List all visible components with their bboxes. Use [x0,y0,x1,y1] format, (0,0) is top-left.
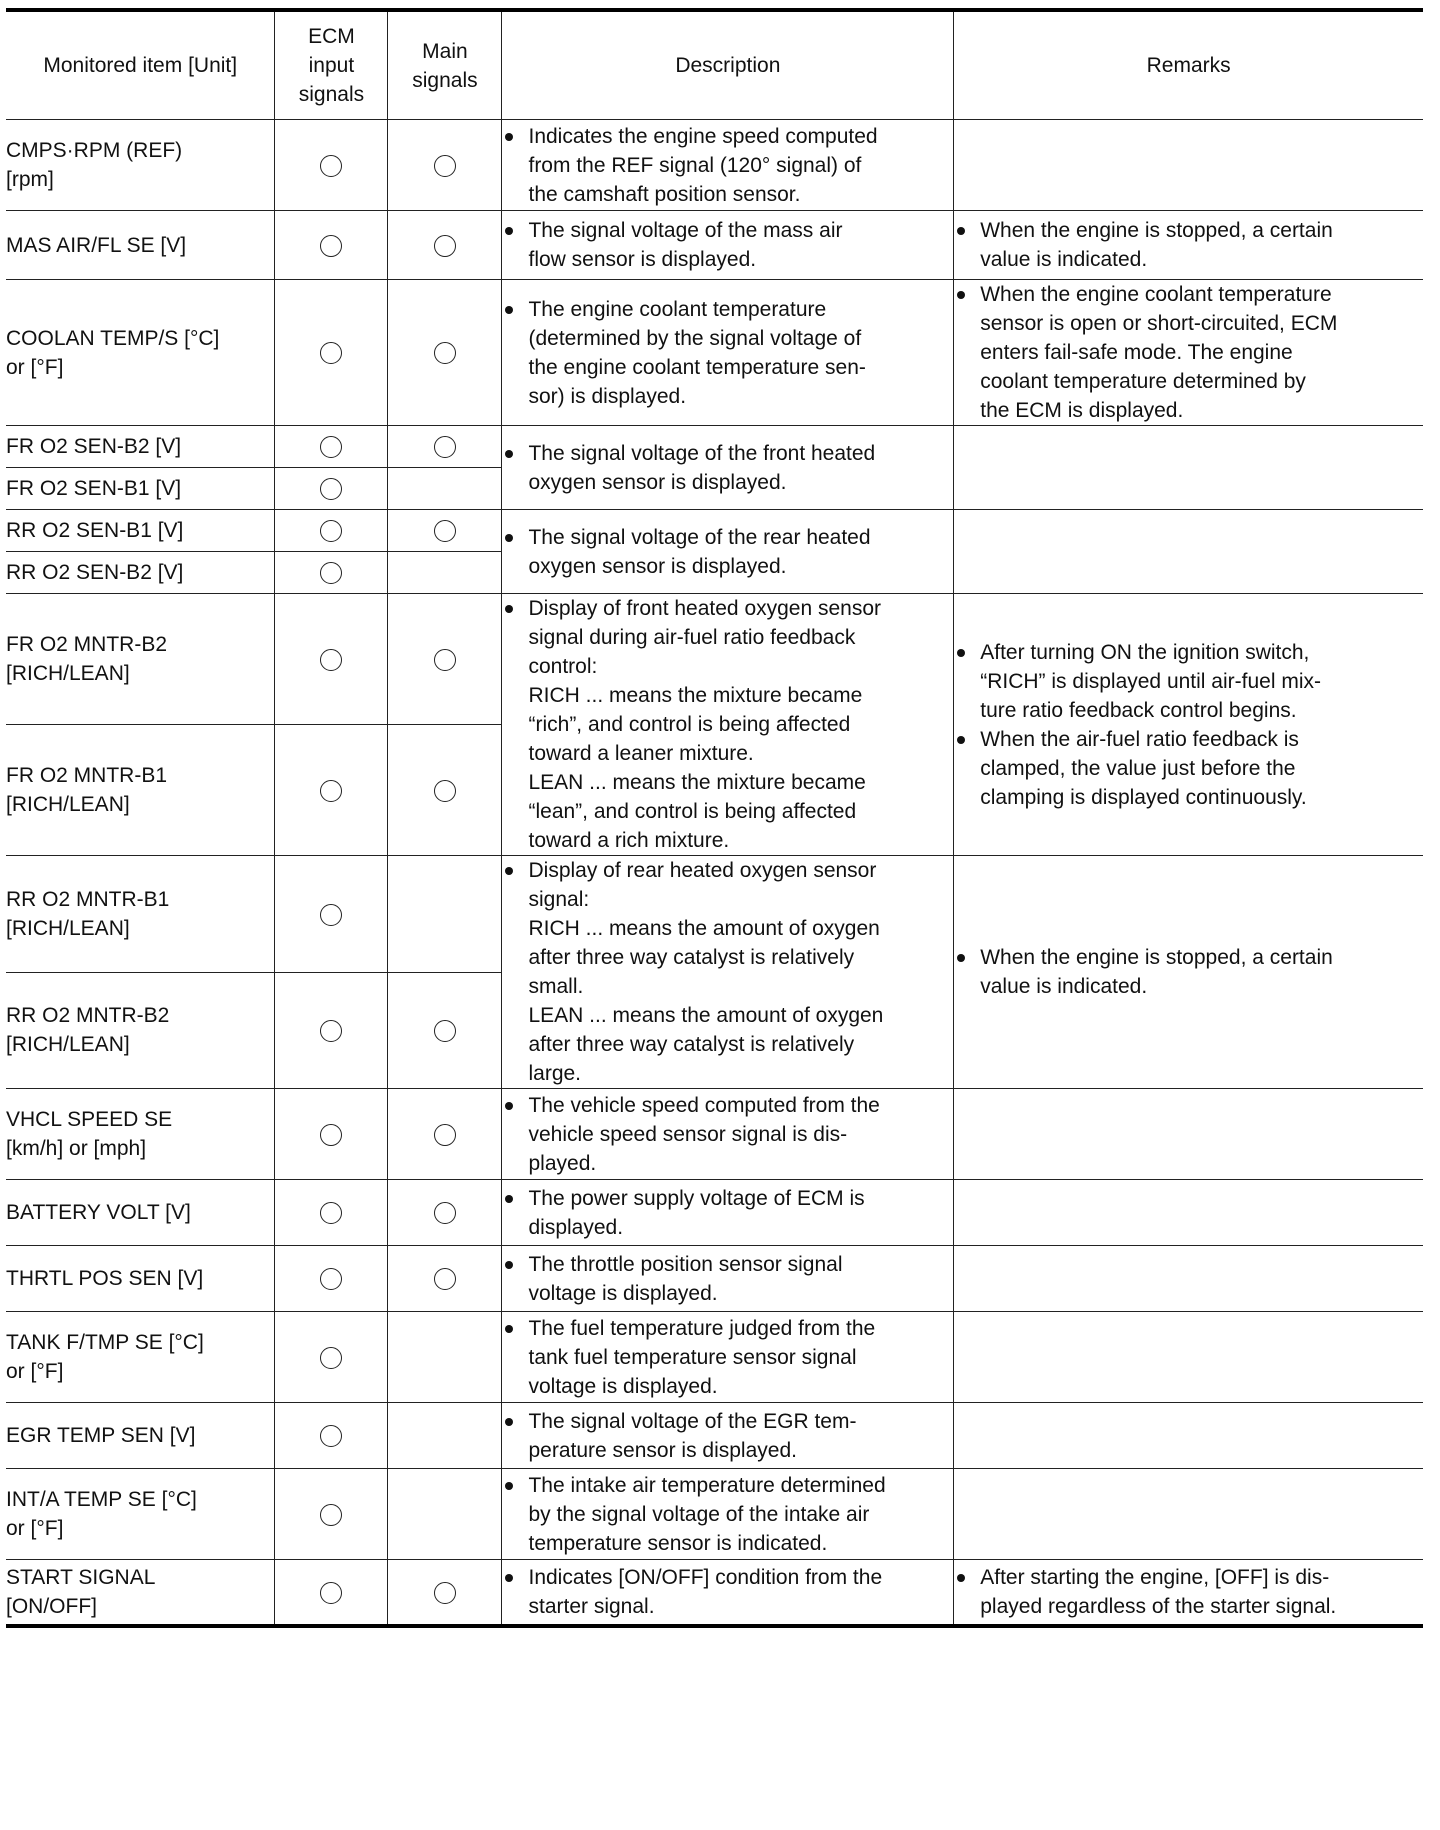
remarks-cell-line: After starting the engine, [OFF] is dis- [980,1565,1330,1589]
table-row [6,1089,1423,1180]
circle-mark-icon [320,436,342,458]
main-signal-cell [388,280,502,426]
description-cell-line: The engine coolant temperature [528,297,827,321]
main-signal-cell [388,552,502,594]
description-cell-bullet [502,439,953,497]
main-signal-cell [388,856,502,973]
monitored-item-line: COOLAN TEMP/S [°C] [6,326,220,350]
circle-mark-icon [434,235,456,257]
monitored-item-line: [km/h] or [mph] [6,1137,147,1160]
description-cell [502,1560,954,1626]
description-cell-line: small. [528,975,584,998]
monitored-item-line: INT/A TEMP SE [°C] [6,1488,197,1511]
main-signal-cell [388,1180,502,1246]
remarks-cell-line: played regardless of the starter signal. [980,1594,1337,1618]
header-ecm-input-signals [275,10,388,120]
main-signal-cell [388,1312,502,1403]
remarks-cell [954,510,1423,594]
description-cell-line: LEAN ... means the amount of oxygen [528,1004,884,1027]
circle-mark-icon [320,342,342,364]
description-cell-line: flow sensor is displayed. [528,248,757,271]
description-cell-line: “lean”, and control is being affected [528,800,857,823]
remarks-cell [954,1560,1423,1626]
remarks-cell-bullet [954,280,1423,425]
remarks-cell-line: sensor is open or short-circuited, ECM [980,312,1338,335]
ecm-input-cell [275,552,388,594]
description-cell-line: “rich”, and control is being affected [528,713,851,736]
description-cell [502,426,954,510]
monitored-item-line: RR O2 MNTR-B1 [6,887,170,911]
description-cell-list [502,1250,953,1308]
description-cell-line: Indicates the engine speed computed [528,124,878,148]
monitored-item-cell [6,468,275,510]
circle-mark-icon [434,1582,456,1604]
remarks-cell [954,1246,1423,1312]
description-cell [502,1312,954,1403]
remarks-cell-line: value is indicated. [980,975,1148,998]
monitored-item-line: TANK F/TMP SE [°C] [6,1331,204,1354]
description-cell-bullet [502,1314,953,1401]
monitored-item-cell [6,1180,275,1246]
description-cell-list [502,523,953,581]
monitored-item-line: or [°F] [6,1517,64,1540]
description-cell-list [502,439,953,497]
header-remarks-text: Remarks [1146,54,1231,77]
description-cell-line: control: [528,655,598,678]
description-cell-line: Display of rear heated oxygen sensor [528,859,877,882]
circle-mark-icon [434,1268,456,1290]
monitored-item-cell [6,510,275,552]
header-main-line: Main [422,39,468,63]
description-cell-list [502,594,953,855]
ecm-input-cell [275,426,388,468]
description-cell-line: The signal voltage of the mass air [528,219,843,242]
description-cell-bullet [502,856,953,1088]
remarks-cell-line: clamping is displayed continuously. [980,785,1307,809]
monitored-item-cell [6,1246,275,1312]
monitored-item-line: [RICH/LEAN] [6,793,130,816]
monitored-item-line: RR O2 MNTR-B2 [6,1004,170,1028]
remarks-cell [954,1312,1423,1403]
monitored-item-line: or [°F] [6,1360,64,1383]
description-cell-bullet [502,594,953,855]
monitored-item-cell [6,552,275,594]
table-row [6,426,1423,468]
remarks-cell-bullet [954,216,1423,274]
circle-mark-icon [320,1124,342,1146]
description-cell-line: voltage is displayed. [528,1281,718,1305]
ecm-input-cell [275,1560,388,1626]
circle-mark-icon [320,1425,342,1447]
remarks-cell [954,211,1423,280]
ecm-input-cell [275,510,388,552]
circle-mark-icon [320,904,342,926]
monitored-item-line: BATTERY VOLT [V] [6,1201,191,1224]
description-cell-list [502,1091,953,1178]
header-ecm-line: signals [298,83,365,106]
monitored-item-cell [6,725,275,856]
header-main-line: signals [412,68,478,92]
description-cell-line: RICH ... means the mixture became [528,684,863,707]
description-cell-line: the camshaft position sensor. [528,182,801,206]
description-cell-line: The signal voltage of the rear heated [528,525,871,549]
header-ecm-line: input [308,54,355,77]
monitored-item-cell [6,594,275,725]
main-signal-cell [388,1560,502,1626]
table-row [6,510,1423,552]
monitored-item-line: START SIGNAL [6,1565,156,1589]
header-main-signals [388,10,502,120]
remarks-cell-line: clamped, the value just before the [980,756,1296,780]
circle-mark-icon [320,155,342,177]
main-signal-cell [388,1403,502,1469]
ecm-input-cell [275,211,388,280]
table-row [6,594,1423,725]
table-header-row [6,10,1423,120]
circle-mark-icon [434,520,456,542]
header-monitored-item-text: Monitored item [Unit] [43,54,238,77]
description-cell-line: large. [528,1062,582,1085]
monitored-item-cell [6,1403,275,1469]
monitored-item-cell [6,426,275,468]
circle-mark-icon [434,780,456,802]
description-cell-line: toward a rich mixture. [528,829,730,852]
circle-mark-icon [320,1582,342,1604]
remarks-cell [954,1403,1423,1469]
remarks-cell-line: value is indicated. [980,248,1148,271]
monitored-item-cell [6,856,275,973]
description-cell-list [502,1314,953,1401]
header-description-text: Description [675,54,781,77]
table-row [6,280,1423,426]
monitor-item-document [6,8,1423,1628]
monitored-item-cell [6,1089,275,1180]
description-cell-line: the engine coolant temperature sen- [528,355,866,379]
monitored-items-table [6,8,1423,1628]
monitored-item-cell [6,1560,275,1626]
remarks-cell-line: When the engine coolant temperature [980,283,1332,306]
remarks-cell-line: When the engine is stopped, a certain [980,946,1333,969]
remarks-cell-line: When the air-fuel ratio feedback is [980,727,1299,751]
remarks-cell-line: ture ratio feedback control begins. [980,698,1297,722]
circle-mark-icon [434,1124,456,1146]
ecm-input-cell [275,1469,388,1560]
circle-mark-icon [320,1202,342,1224]
ecm-input-cell [275,1403,388,1469]
ecm-input-cell [275,725,388,856]
remarks-cell-bullet [954,638,1423,725]
description-cell-line: Display of front heated oxygen sensor [528,597,882,620]
remarks-cell [954,280,1423,426]
description-cell-line: played. [528,1151,597,1175]
description-cell [502,211,954,280]
monitored-item-line: RR O2 SEN-B1 [V] [6,519,184,542]
ecm-input-cell [275,468,388,510]
remarks-cell-bullet [954,943,1423,1001]
header-monitored-item [6,10,275,120]
monitored-item-line: VHCL SPEED SE [6,1108,173,1131]
ecm-input-cell [275,856,388,973]
description-cell-line: The vehicle speed computed from the [528,1093,880,1117]
description-cell [502,120,954,211]
description-cell-line: signal: [528,888,590,911]
table-row [6,211,1423,280]
description-cell-line: oxygen sensor is displayed. [528,470,787,494]
circle-mark-icon [320,1020,342,1042]
main-signal-cell [388,1089,502,1180]
remarks-cell [954,1469,1423,1560]
description-cell-bullet [502,1407,953,1465]
monitored-item-line: RR O2 SEN-B2 [V] [6,561,184,584]
description-cell-line: after three way catalyst is relatively [528,946,855,969]
remarks-cell-line: When the engine is stopped, a certain [980,219,1333,242]
description-cell-bullet [502,1091,953,1178]
main-signal-cell [388,426,502,468]
circle-mark-icon [320,520,342,542]
circle-mark-icon [320,649,342,671]
monitored-item-line: [RICH/LEAN] [6,1033,130,1057]
monitored-item-line: or [°F] [6,355,64,379]
monitored-item-line: FR O2 MNTR-B2 [6,633,168,656]
monitored-item-cell [6,211,275,280]
description-cell-bullet [502,1184,953,1242]
description-cell-line: The signal voltage of the EGR tem- [528,1409,857,1433]
description-cell-line: LEAN ... means the mixture became [528,771,866,794]
remarks-cell-line: the ECM is displayed. [980,399,1184,422]
description-cell-bullet [502,1563,953,1621]
description-cell [502,1246,954,1312]
description-cell-line: voltage is displayed. [528,1374,718,1398]
description-cell-line: (determined by the signal voltage of [528,326,862,350]
ecm-input-cell [275,280,388,426]
description-cell-line: The intake air temperature determined [528,1473,886,1497]
remarks-cell-bullet [954,725,1423,812]
description-cell-line: perature sensor is displayed. [528,1438,797,1462]
description-cell-bullet [502,1471,953,1558]
description-cell-line: starter signal. [528,1594,655,1618]
ecm-input-cell [275,1180,388,1246]
description-cell-line: from the REF signal (120° signal) of [528,153,862,177]
main-signal-cell [388,211,502,280]
remarks-cell-list [954,638,1423,812]
main-signal-cell [388,1469,502,1560]
description-cell [502,1089,954,1180]
circle-mark-icon [434,155,456,177]
description-cell-list [502,1184,953,1242]
table-row [6,1403,1423,1469]
description-cell-bullet [502,1250,953,1308]
description-cell [502,510,954,594]
description-cell-line: The throttle position sensor signal [528,1252,843,1276]
description-cell [502,856,954,1089]
ecm-input-cell [275,594,388,725]
remarks-cell-bullet [954,1563,1423,1621]
description-cell-line: by the signal voltage of the intake air [528,1502,870,1526]
table-row [6,120,1423,211]
table-row [6,1560,1423,1626]
description-cell [502,1469,954,1560]
description-cell-bullet [502,523,953,581]
remarks-cell [954,426,1423,510]
circle-mark-icon [434,342,456,364]
description-cell-line: The power supply voltage of ECM is [528,1186,865,1210]
circle-mark-icon [320,1504,342,1526]
monitored-item-cell [6,280,275,426]
ecm-input-cell [275,1312,388,1403]
description-cell-list [502,856,953,1088]
description-cell-line: toward a leaner mixture. [528,742,754,765]
header-remarks [954,10,1423,120]
remarks-cell-line: enters fail-safe mode. The engine [980,341,1293,364]
monitored-item-line: [RICH/LEAN] [6,916,130,940]
table-row [6,1180,1423,1246]
description-cell-line: sor) is displayed. [528,384,687,408]
circle-mark-icon [320,1268,342,1290]
monitored-item-line: MAS AIR/FL SE [V] [6,233,187,257]
circle-mark-icon [434,1020,456,1042]
description-cell-line: Indicates [ON/OFF] condition from the [528,1565,883,1589]
ecm-input-cell [275,120,388,211]
remarks-cell-line: coolant temperature determined by [980,370,1306,393]
remarks-cell [954,594,1423,856]
main-signal-cell [388,468,502,510]
remarks-cell-list [954,216,1423,274]
circle-mark-icon [320,562,342,584]
main-signal-cell [388,594,502,725]
description-cell-line: RICH ... means the amount of oxygen [528,917,880,940]
remarks-cell [954,1180,1423,1246]
header-description [502,10,954,120]
header-ecm-line: ECM [308,25,355,48]
description-cell-bullet [502,216,953,274]
description-cell-list [502,1563,953,1621]
description-cell-line: after three way catalyst is relatively [528,1033,855,1056]
monitored-item-cell [6,1469,275,1560]
description-cell-line: displayed. [528,1215,624,1239]
remarks-cell-line: “RICH” is displayed until air-fuel mix- [980,669,1321,693]
ecm-input-cell [275,1246,388,1312]
table-row [6,1246,1423,1312]
main-signal-cell [388,510,502,552]
monitored-item-line: FR O2 SEN-B1 [V] [6,477,182,500]
description-cell-bullet [502,295,953,411]
table-row [6,1469,1423,1560]
main-signal-cell [388,725,502,856]
remarks-cell-list [954,1563,1423,1621]
monitored-item-cell [6,972,275,1089]
description-cell-line: signal during air-fuel ratio feedback [528,626,856,649]
remarks-cell-line: After turning ON the ignition switch, [980,640,1310,664]
remarks-cell [954,1089,1423,1180]
remarks-cell [954,120,1423,211]
description-cell [502,1403,954,1469]
description-cell-line: vehicle speed sensor signal is dis- [528,1122,848,1146]
monitored-item-cell [6,120,275,211]
monitored-item-line: [ON/OFF] [6,1594,97,1618]
circle-mark-icon [434,649,456,671]
circle-mark-icon [320,780,342,802]
description-cell-line: The signal voltage of the front heated [528,441,876,465]
description-cell-list [502,295,953,411]
description-cell-line: tank fuel temperature sensor signal [528,1345,857,1369]
description-cell-list [502,122,953,209]
ecm-input-cell [275,1089,388,1180]
table-row [6,856,1423,973]
description-cell-line: The fuel temperature judged from the [528,1316,876,1340]
remarks-cell [954,856,1423,1089]
main-signal-cell [388,1246,502,1312]
description-cell-line: temperature sensor is indicated. [528,1531,828,1555]
description-cell-list [502,216,953,274]
circle-mark-icon [434,436,456,458]
monitored-item-line: FR O2 SEN-B2 [V] [6,435,182,458]
description-cell [502,594,954,856]
description-cell-list [502,1471,953,1558]
remarks-cell-list [954,280,1423,425]
description-cell [502,280,954,426]
monitored-item-line: [rpm] [6,168,54,191]
description-cell-line: oxygen sensor is displayed. [528,554,787,578]
circle-mark-icon [434,1202,456,1224]
description-cell [502,1180,954,1246]
monitored-item-line: THRTL POS SEN [V] [6,1267,204,1290]
monitored-item-cell [6,1312,275,1403]
description-cell-bullet [502,122,953,209]
circle-mark-icon [320,1347,342,1369]
table-row [6,1312,1423,1403]
main-signal-cell [388,120,502,211]
remarks-cell-list [954,943,1423,1001]
monitored-item-line: [RICH/LEAN] [6,662,130,685]
main-signal-cell [388,972,502,1089]
circle-mark-icon [320,478,342,500]
monitored-item-line: CMPS·RPM (REF) [6,139,183,162]
ecm-input-cell [275,972,388,1089]
circle-mark-icon [320,235,342,257]
monitored-item-line: FR O2 MNTR-B1 [6,764,168,787]
description-cell-list [502,1407,953,1465]
monitored-item-line: EGR TEMP SEN [V] [6,1424,196,1447]
